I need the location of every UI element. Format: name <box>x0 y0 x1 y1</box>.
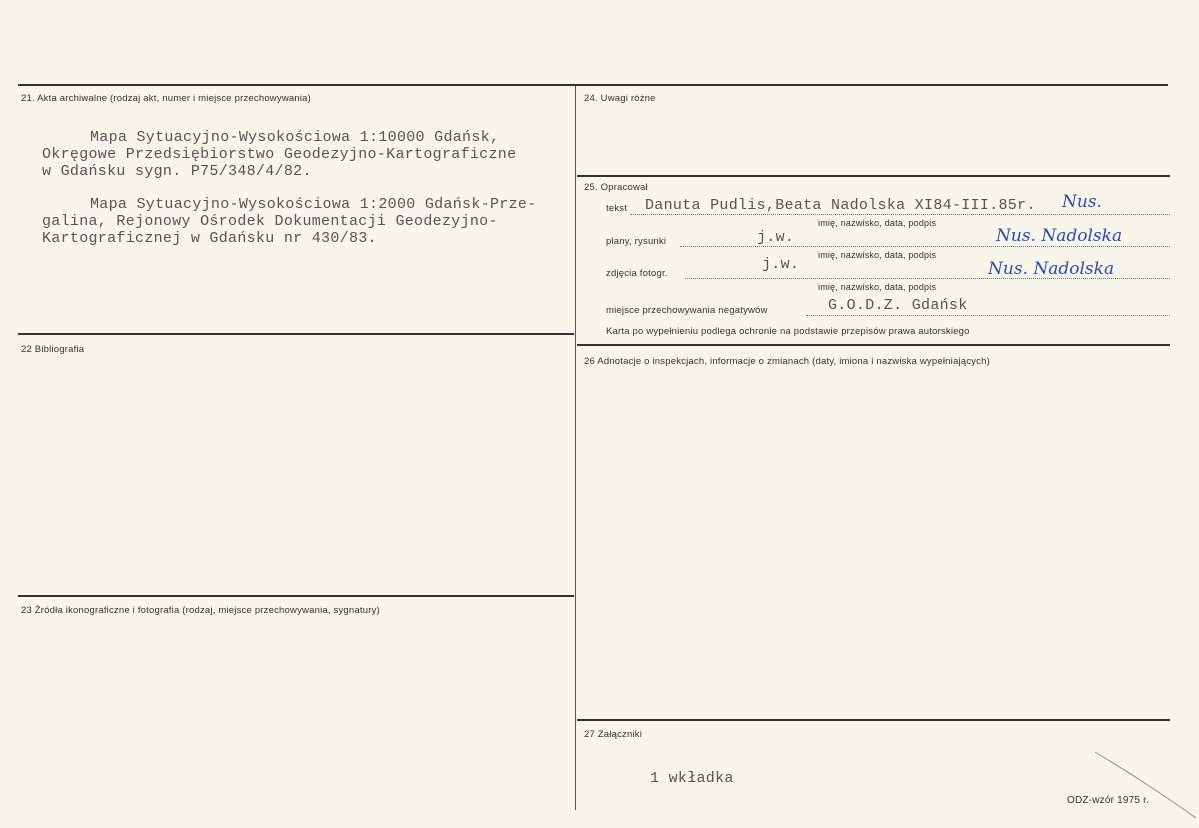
plany-label: plany, rysunki <box>606 236 667 247</box>
rule-22 <box>18 333 574 335</box>
tekst-label: tekst <box>606 203 628 214</box>
zdjecia-signature: Nus. Nadolska <box>988 259 1115 279</box>
section-22-label: 22 Bibliografia <box>21 344 85 355</box>
negatywy-label: miejsce przechowywania negatywów <box>606 305 768 316</box>
text-line: galina, Rejonowy Ośrodek Dokumentacji Geodezyjno- <box>42 213 498 230</box>
section-27-label: 27 Załączniki <box>584 729 643 740</box>
section-26-label: 26 Adnotacje o inspekcjach, informacje o zmianach (daty, imiona i nazwiska wypełniających) <box>584 356 990 367</box>
copyright-note: Karta po wypełnieniu podlega ochronie na podstawie przepisów prawa autorskiego <box>606 326 970 337</box>
column-divider <box>575 86 576 810</box>
top-rule <box>18 84 1168 86</box>
rule-27 <box>577 719 1170 721</box>
rule-23 <box>18 595 574 597</box>
zdjecia-label: zdjęcia fotogr. <box>606 268 668 279</box>
section-24-label: 24. Uwagi różne <box>584 93 656 104</box>
tekst-dotline <box>630 214 1170 215</box>
section-21-label: 21. Akta archiwalne (rodzaj akt, numer i miejsce przechowywania) <box>21 93 312 104</box>
negatywy-value: G.O.D.Z. Gdańsk <box>828 297 968 314</box>
zdjecia-caption: imię, nazwisko, data, podpis <box>818 282 937 292</box>
attachments-value: 1 wkładka <box>650 770 734 787</box>
tekst-value: Danuta Pudlis,Beata Nadolska XI84-III.85r. <box>645 197 1036 214</box>
archival-entry-1 <box>42 129 516 180</box>
form-id: ODZ-wzór 1975 r. <box>1067 795 1150 806</box>
negatywy-dotline <box>806 315 1170 316</box>
text-line: Mapa Sytuacyjno-Wysokościowa 1:10000 Gdańsk, <box>90 129 500 146</box>
plany-caption: imię, nazwisko, data, podpis <box>818 250 937 260</box>
plany-signature: Nus. Nadolska <box>996 226 1123 246</box>
tekst-caption: imię, nazwisko, data, podpis <box>818 218 937 228</box>
plany-value: j.w. <box>757 229 795 246</box>
zdjecia-value: j.w. <box>762 256 800 273</box>
text-line: Mapa Sytuacyjno-Wysokościowa 1:2000 Gdańsk-Prze- <box>90 196 537 213</box>
text-line: Kartograficznej w Gdańsku nr 430/83. <box>42 230 377 247</box>
rule-26 <box>577 344 1170 346</box>
section-23-label: 23 Źródła ikonograficzne i fotografia (rodzaj, miejsce przechowywania, sygnatury) <box>21 605 380 616</box>
text-line: w Gdańsku sygn. P75/348/4/82. <box>42 163 312 180</box>
rule-25 <box>577 175 1170 177</box>
section-25-label: 25. Opracował <box>584 182 648 193</box>
tekst-signature: Nus. <box>1062 192 1102 212</box>
archival-entry-2 <box>42 196 536 247</box>
text-line: Okręgowe Przedsiębiorstwo Geodezyjno-Kartograficzne <box>42 146 517 163</box>
plany-dotline <box>680 246 1170 247</box>
